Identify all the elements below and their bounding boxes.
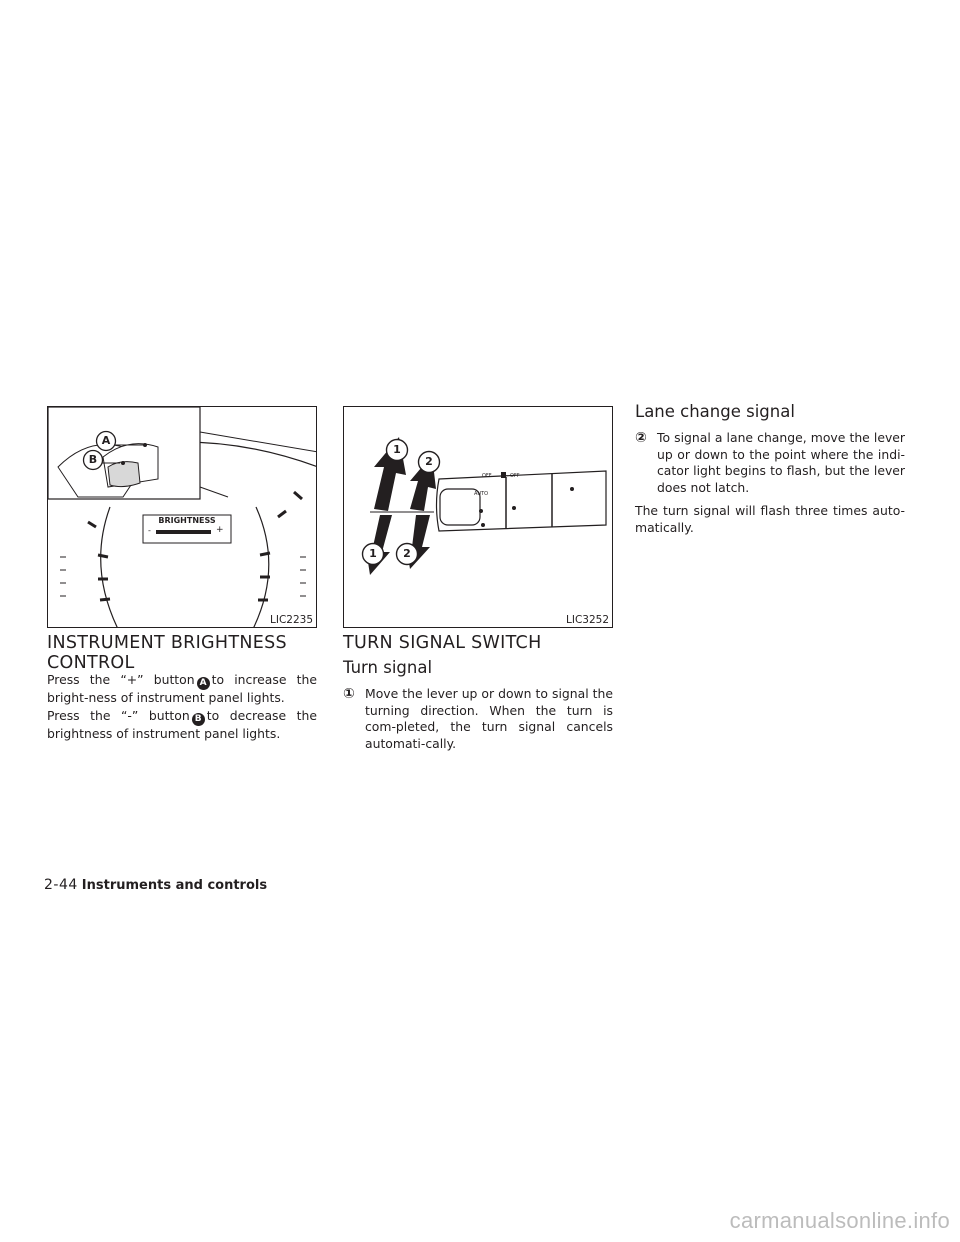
- arrow-label-1-up: 1: [393, 443, 401, 456]
- figure-turn-signal: [343, 406, 613, 628]
- turn-signal-illustration: [344, 407, 613, 628]
- p2-text-after: to decrease the brightness of instrument panel lights.: [47, 708, 317, 741]
- item-number-2: ②: [635, 430, 647, 446]
- instrument-paragraph-2: [47, 708, 317, 743]
- item-number-1: ①: [343, 686, 355, 702]
- p1-text-before: Press the “+” button: [47, 672, 195, 687]
- turn-signal-subheading: Turn signal: [343, 658, 433, 677]
- item-text-1: Move the lever up or down to signal the turning direction. When the turn is com-pleted, the turn signal cancels automati-cally.: [365, 686, 613, 751]
- page-number: 2-44: [44, 877, 78, 893]
- arrow-label-1-down: 1: [369, 547, 377, 560]
- figure-brightness: [47, 406, 317, 628]
- callout-b: B: [88, 453, 98, 466]
- lane-change-note: The turn signal will flash three times auto-matically.: [635, 503, 905, 535]
- stalk-label-auto: AUTO: [474, 491, 489, 497]
- display-plus: +: [216, 525, 224, 535]
- stalk-label-off-1: OFF: [482, 473, 492, 479]
- instrument-heading: [47, 633, 317, 673]
- figure-code: LIC2235: [270, 614, 313, 626]
- callout-a: A: [101, 434, 111, 447]
- figure-code: LIC3252: [566, 614, 609, 626]
- watermark: carmanualsonline.info: [729, 1208, 950, 1233]
- instrument-paragraph-1: [47, 672, 317, 707]
- turn-signal-item-1: [343, 686, 613, 752]
- display-label: BRIGHTNESS: [158, 516, 216, 525]
- marker-a: A: [197, 677, 210, 690]
- item-text-2: To signal a lane change, move the lever up or down to the point where the indi-cator light begins to flash, but the lever does not latch.: [657, 430, 905, 495]
- section-title: Instruments and controls: [81, 878, 268, 893]
- display-minus: -: [148, 526, 151, 535]
- instrument-heading-line1: INSTRUMENT BRIGHTNESS: [47, 633, 287, 653]
- turn-signal-switch-heading: TURN SIGNAL SWITCH: [343, 633, 542, 653]
- lane-change-item-2: [635, 430, 905, 496]
- stalk-label-off-2: OFF: [510, 473, 520, 479]
- marker-b: B: [192, 713, 205, 726]
- instrument-heading-line2: CONTROL: [47, 653, 135, 673]
- lane-change-heading: Lane change signal: [635, 402, 795, 421]
- p1-text-after: to increase the bright-ness of instrument panel lights.: [47, 672, 317, 705]
- arrow-label-2-up: 2: [425, 455, 433, 468]
- arrow-label-2-down: 2: [403, 547, 411, 560]
- page-footer: [44, 877, 267, 893]
- p2-text-before: Press the “-” button: [47, 708, 190, 723]
